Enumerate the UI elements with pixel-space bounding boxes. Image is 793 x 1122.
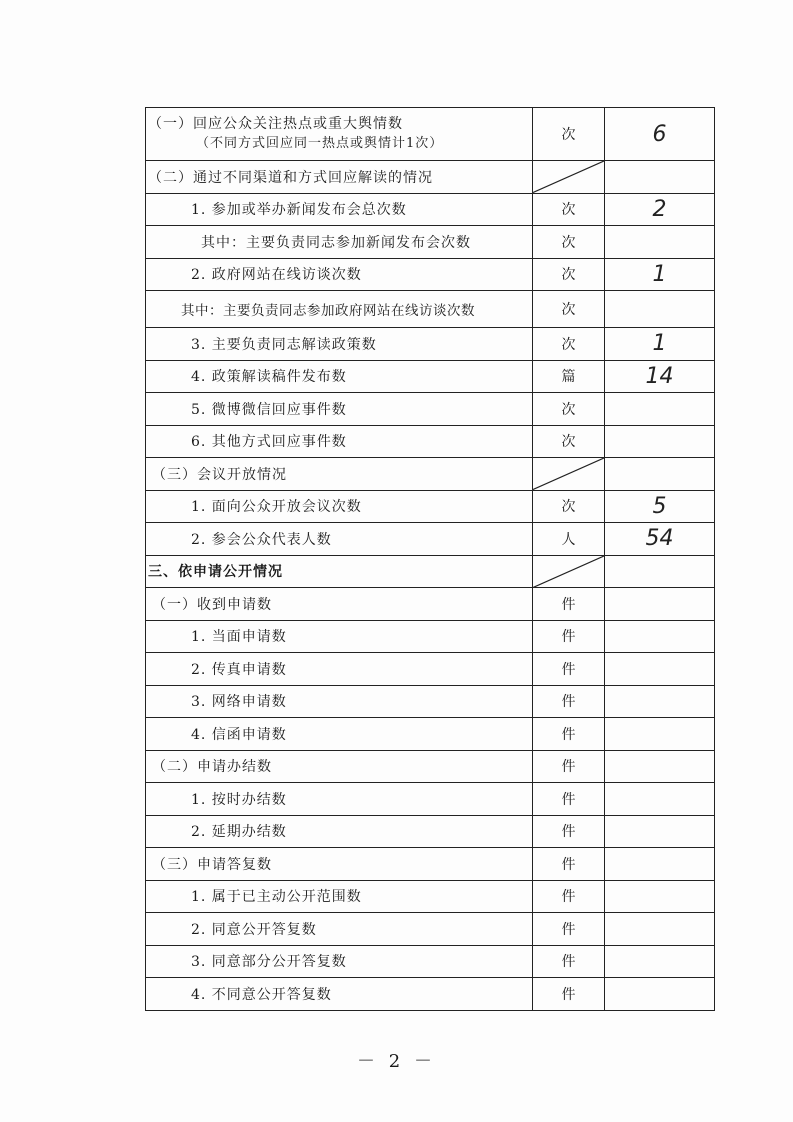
row-label: 2. 传真申请数 <box>146 653 533 686</box>
row-label: 4. 不同意公开答复数 <box>146 978 533 1011</box>
row-unit: 次 <box>533 328 605 361</box>
table-row <box>146 360 715 393</box>
row-label: 其中：主要负责同志参加新闻发布会次数 <box>146 226 533 259</box>
row-unit: 件 <box>533 945 605 978</box>
row-label: 1. 按时办结数 <box>146 783 533 816</box>
row-value <box>605 425 715 458</box>
table-row <box>146 393 715 426</box>
row-label: 2. 延期办结数 <box>146 815 533 848</box>
row-value <box>605 750 715 783</box>
row-label: 1. 当面申请数 <box>146 620 533 653</box>
table-row <box>146 555 715 588</box>
table-row <box>146 945 715 978</box>
row-label: 1. 面向公众开放会议次数 <box>146 490 533 523</box>
row-label: （三）会议开放情况 <box>146 458 533 491</box>
row-value: 54 <box>605 523 715 556</box>
table-row <box>146 193 715 226</box>
table-row <box>146 588 715 621</box>
row-label: 5. 微博微信回应事件数 <box>146 393 533 426</box>
row-label-line1: （一）回应公众关注热点或重大舆情数 <box>148 116 403 132</box>
table-row <box>146 490 715 523</box>
row-unit: 次 <box>533 226 605 259</box>
row-value <box>605 653 715 686</box>
table-row <box>146 161 715 194</box>
table-row <box>146 620 715 653</box>
row-value <box>605 555 715 588</box>
row-value: 5 <box>605 490 715 523</box>
row-value <box>605 945 715 978</box>
table-row <box>146 685 715 718</box>
diagonal-slash-cell <box>533 458 605 491</box>
row-unit: 次 <box>533 108 605 161</box>
page-number: － 2 － <box>357 1051 436 1072</box>
table-row <box>146 523 715 556</box>
row-label: 1. 属于已主动公开范围数 <box>146 880 533 913</box>
row-unit: 件 <box>533 685 605 718</box>
row-label: 4. 政策解读稿件发布数 <box>146 360 533 393</box>
row-label: （一）收到申请数 <box>146 588 533 621</box>
row-value: 1 <box>605 258 715 291</box>
row-unit: 次 <box>533 425 605 458</box>
table-row <box>146 258 715 291</box>
row-value <box>605 458 715 491</box>
row-unit: 件 <box>533 588 605 621</box>
row-unit: 次 <box>533 393 605 426</box>
row-value: 6 <box>605 108 715 161</box>
row-unit: 人 <box>533 523 605 556</box>
row-value <box>605 685 715 718</box>
table-row <box>146 978 715 1011</box>
row-unit: 次 <box>533 490 605 523</box>
row-label: 3. 主要负责同志解读政策数 <box>146 328 533 361</box>
table-row <box>146 913 715 946</box>
row-value <box>605 718 715 751</box>
row-unit: 件 <box>533 848 605 881</box>
table-row <box>146 328 715 361</box>
row-label: 4. 信函申请数 <box>146 718 533 751</box>
section-heading: 三、依申请公开情况 <box>146 555 533 588</box>
row-label-line2: （不同方式回应同一热点或舆情计1次） <box>196 136 444 151</box>
row-label: 2. 参会公众代表人数 <box>146 523 533 556</box>
row-label: 1. 参加或举办新闻发布会总次数 <box>146 193 533 226</box>
row-label: （二）申请办结数 <box>146 750 533 783</box>
row-label: 2. 政府网站在线访谈次数 <box>146 258 533 291</box>
row-value <box>605 226 715 259</box>
row-label: （三）申请答复数 <box>146 848 533 881</box>
row-label: 2. 同意公开答复数 <box>146 913 533 946</box>
table-row <box>146 108 715 161</box>
row-value <box>605 815 715 848</box>
statistics-table <box>145 107 715 1011</box>
row-value <box>605 978 715 1011</box>
row-unit: 件 <box>533 783 605 816</box>
row-label: （二）通过不同渠道和方式回应解读的情况 <box>146 161 533 194</box>
row-unit: 次 <box>533 291 605 328</box>
table-row <box>146 815 715 848</box>
row-unit: 件 <box>533 978 605 1011</box>
table-row <box>146 425 715 458</box>
row-unit: 件 <box>533 815 605 848</box>
row-value <box>605 783 715 816</box>
row-value <box>605 161 715 194</box>
row-label: 其中：主要负责同志参加政府网站在线访谈次数 <box>146 291 533 328</box>
row-value <box>605 393 715 426</box>
row-value: 1 <box>605 328 715 361</box>
row-label: 3. 同意部分公开答复数 <box>146 945 533 978</box>
table-row <box>146 653 715 686</box>
row-value: 2 <box>605 193 715 226</box>
table-row <box>146 226 715 259</box>
table-row <box>146 291 715 328</box>
row-unit: 件 <box>533 880 605 913</box>
row-unit: 件 <box>533 750 605 783</box>
row-unit: 篇 <box>533 360 605 393</box>
diagonal-slash-cell <box>533 555 605 588</box>
row-unit: 件 <box>533 653 605 686</box>
row-value: 14 <box>605 360 715 393</box>
row-value <box>605 620 715 653</box>
row-value <box>605 848 715 881</box>
row-value <box>605 291 715 328</box>
row-value <box>605 913 715 946</box>
row-label: 3. 网络申请数 <box>146 685 533 718</box>
row-unit: 件 <box>533 913 605 946</box>
table-row <box>146 718 715 751</box>
row-unit: 件 <box>533 620 605 653</box>
row-value <box>605 588 715 621</box>
table-row <box>146 783 715 816</box>
table-row <box>146 848 715 881</box>
row-label <box>146 108 533 161</box>
row-unit: 次 <box>533 258 605 291</box>
row-unit: 次 <box>533 193 605 226</box>
row-label: 6. 其他方式回应事件数 <box>146 425 533 458</box>
table-row <box>146 880 715 913</box>
table-row <box>146 458 715 491</box>
table-row <box>146 750 715 783</box>
row-value <box>605 880 715 913</box>
row-unit: 件 <box>533 718 605 751</box>
diagonal-slash-cell <box>533 161 605 194</box>
